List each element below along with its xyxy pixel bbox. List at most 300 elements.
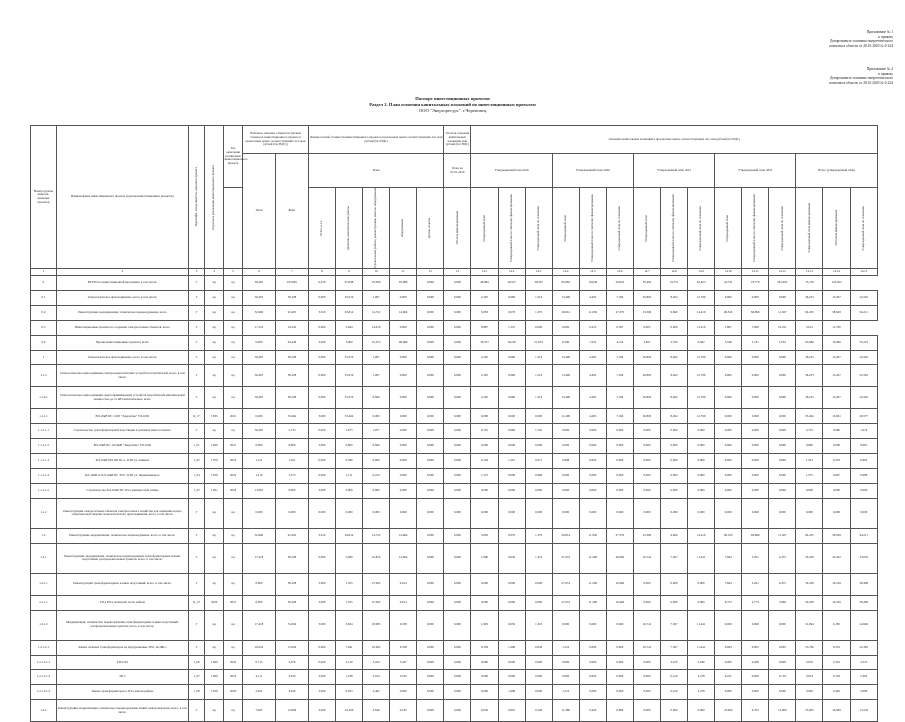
column-number: 14.3: [525, 269, 552, 276]
row-cell: 0,000: [390, 498, 417, 528]
row-cell: 0,339: [471, 640, 498, 655]
row-cell: 7,184: [606, 350, 633, 365]
row-cell: 1_05: [188, 483, 204, 498]
column-number: 8: [308, 269, 335, 276]
column-number: 14.5: [579, 269, 606, 276]
row-cell: 0,000: [742, 610, 769, 640]
row-cell: 0,000: [742, 409, 769, 424]
row-cell: 7,641: [336, 640, 363, 655]
row-cell: К_13: [188, 595, 204, 610]
row-cell: 0,000: [661, 700, 688, 722]
row-number: 1.2.1.2: [31, 610, 57, 640]
row-cell: 36,253: [796, 350, 823, 365]
row-cell: 75,720: [796, 276, 823, 291]
row-cell: 3,261: [742, 573, 769, 595]
table-row: [31, 685, 878, 700]
row-project-name: ВЛ-10кВ ПС-110/6кВ "Энергетик" ТП-1002: [56, 439, 188, 454]
table-row: [31, 454, 878, 469]
row-cell: 81,623: [688, 276, 715, 291]
row-cell: 3,016: [390, 670, 417, 685]
row-cell: 2022: [224, 655, 243, 670]
row-cell: 11,441: [688, 610, 715, 640]
row-cell: 6,185: [823, 610, 850, 640]
row-cell: 90,343: [715, 528, 742, 543]
row-cell: 0,713: [242, 655, 275, 670]
row-cell: 0,000: [525, 409, 552, 424]
row-cell: 0,000: [444, 424, 471, 439]
row-cell: 21,074: [552, 543, 579, 573]
row-cell: нд: [224, 700, 243, 722]
row-cell: 3,278: [688, 670, 715, 685]
row-cell: 0,000: [661, 498, 688, 528]
table-row: [31, 276, 878, 291]
row-project-name: Строительство трансформаторной подстанции в границах многоэтажного: [56, 424, 188, 439]
row-cell: 3,325: [850, 655, 877, 670]
row-cell: 0,000: [715, 685, 742, 700]
row-cell: 0,005: [769, 640, 796, 655]
row-cell: 0,000: [444, 409, 471, 424]
row-cell: 0,000: [661, 320, 688, 335]
row-cell: 0,000: [769, 350, 796, 365]
row-number: 0.4: [31, 335, 57, 350]
header-start-year: Год начала реализации инвестиционного проекта: [205, 126, 224, 269]
row-cell: 8,492: [661, 409, 688, 424]
row-cell: 1,516: [525, 350, 552, 365]
table-row: [31, 595, 878, 610]
header-project-name: Наименование инвестиционного проекта (группы инвестиционных проектов): [56, 126, 188, 269]
row-cell: 9,703: [742, 700, 769, 722]
row-cell: 0,000: [769, 454, 796, 469]
row-cell: 56,328: [275, 350, 308, 365]
row-cell: 14,016: [363, 320, 390, 335]
row-cell: 0,000: [769, 483, 796, 498]
row-cell: 0,000: [417, 670, 444, 685]
row-cell: 1,996: [498, 685, 525, 700]
row-cell: 5,946: [688, 655, 715, 670]
row-cell: нд: [224, 365, 243, 387]
table-row: [31, 439, 878, 454]
row-cell: 453,681: [275, 276, 308, 291]
row-cell: 0,071: [525, 454, 552, 469]
row-cell: 1,573: [275, 469, 308, 484]
row-cell: 23,903: [796, 700, 823, 722]
row-cell: 3,000: [308, 685, 335, 700]
row-cell: 9,660: [661, 305, 688, 320]
column-number: 13: [444, 269, 471, 276]
row-cell: 58,928: [823, 528, 850, 543]
row-cell: 16,460: [606, 573, 633, 595]
row-cell: 11,499: [552, 409, 579, 424]
row-cell: 0,000: [498, 498, 525, 528]
row-cell: 0,000: [769, 469, 796, 484]
row-cell: 0,000: [444, 335, 471, 350]
row-cell: 12,799: [688, 409, 715, 424]
header-group-number: Номер группы инвести- ционных проектов: [31, 126, 57, 269]
row-cell: 0,000: [579, 469, 606, 484]
row-cell: 0,000: [390, 291, 417, 306]
row-cell: 0,000: [688, 424, 715, 439]
row-number: 1.2.1.2.1.2: [31, 670, 57, 685]
row-cell: 1,261: [498, 454, 525, 469]
row-cell: 0,000: [444, 483, 471, 498]
row-cell: 17,218: [242, 543, 275, 573]
row-cell: Г: [188, 424, 204, 439]
row-cell: 8,492: [661, 387, 688, 409]
row-cell: 4,495: [579, 291, 606, 306]
row-cell: 0,000: [715, 483, 742, 498]
row-cell: 0,000: [850, 483, 877, 498]
table-row: [31, 335, 878, 350]
row-number: 1.1.1.1: [31, 409, 57, 424]
header-fact-cost: Факт: [275, 154, 308, 269]
header-sub-plan: Утвержденный план: [471, 188, 498, 269]
row-cell: 3,000: [308, 610, 335, 640]
row-cell: 3,000: [308, 700, 335, 722]
row-cell: 0,000: [444, 595, 471, 610]
row-cell: 0,000: [498, 469, 525, 484]
row-cell: 0,053: [336, 685, 363, 700]
row-cell: 0,000: [525, 483, 552, 498]
row-cell: 0,650: [498, 610, 525, 640]
row-cell: 91,405: [275, 528, 308, 543]
row-cell: 0,000: [417, 409, 444, 424]
row-number: 1.1.3: [31, 365, 57, 387]
row-cell: 14,664: [390, 528, 417, 543]
header-sub-fin: Утвержденный план финансирования: [796, 188, 823, 269]
row-cell: 13,065: [242, 483, 275, 498]
row-cell: 1,996: [471, 543, 498, 573]
row-number: 1.1.1.1.4: [31, 469, 57, 484]
row-cell: нд: [224, 276, 243, 291]
row-cell: 65,980: [390, 276, 417, 291]
row-cell: 48,869: [471, 276, 498, 291]
row-cell: 0,000: [661, 439, 688, 454]
row-cell: 1,996: [498, 640, 525, 655]
row-cell: 0,000: [715, 610, 742, 640]
row-cell: 0,000: [417, 387, 444, 409]
row-cell: 1,977: [363, 424, 390, 439]
row-cell: 1,191: [742, 335, 769, 350]
row-cell: 1,654: [769, 335, 796, 350]
row-cell: 3,261: [742, 543, 769, 573]
row-cell: 19,251: [769, 320, 796, 335]
table-row: [31, 640, 878, 655]
row-cell: 3,000: [308, 483, 335, 498]
row-cell: 7,965: [242, 700, 275, 722]
row-cell: 27,074: [552, 573, 579, 595]
row-cell: 1,188: [336, 670, 363, 685]
row-cell: Г: [188, 610, 204, 640]
row-cell: 261,492: [769, 276, 796, 291]
row-cell: 0,000: [363, 498, 390, 528]
row-cell: 0,000: [417, 685, 444, 700]
row-cell: 0,000: [688, 439, 715, 454]
row-number: 1.2: [31, 528, 57, 543]
row-cell: 56,467: [242, 276, 275, 291]
row-cell: 0,000: [688, 700, 715, 722]
row-cell: 0,000: [525, 655, 552, 670]
row-cell: Г: [188, 350, 204, 365]
row-cell: 0,000: [471, 595, 498, 610]
row-cell: 3,000: [308, 335, 335, 350]
row-cell: 14,664: [390, 305, 417, 320]
row-cell: 0,000: [606, 640, 633, 655]
row-number: 1.2.1.1: [31, 573, 57, 595]
row-cell: нд: [205, 320, 224, 335]
row-cell: 11,296: [579, 573, 606, 595]
row-cell: 0,890: [606, 700, 633, 722]
row-cell: 56,328: [275, 595, 308, 610]
row-cell: 0,000: [552, 655, 579, 670]
row-cell: Г: [188, 543, 204, 573]
row-cell: 7,184: [606, 291, 633, 306]
row-cell: 0,400: [308, 655, 335, 670]
row-cell: 13,499: [552, 365, 579, 387]
column-number: 2: [56, 269, 188, 276]
row-cell: 0,000: [308, 543, 335, 573]
row-cell: 0,000: [742, 365, 769, 387]
row-cell: 31,094: [275, 610, 308, 640]
row-cell: 0,000: [688, 469, 715, 484]
row-cell: 6,338: [390, 640, 417, 655]
row-cell: 0,000: [633, 483, 660, 498]
row-cell: 0,000: [498, 595, 525, 610]
row-cell: 0,970: [498, 305, 525, 320]
row-cell: 19,245: [275, 320, 308, 335]
row-cell: 56,328: [796, 543, 823, 573]
row-cell: 0,000: [661, 483, 688, 498]
row-cell: 29,814: [552, 305, 579, 320]
table-row: [31, 320, 878, 335]
row-cell: 0,000: [498, 655, 525, 670]
row-cell: 18,983: [363, 610, 390, 640]
row-cell: 0,000: [579, 685, 606, 700]
row-cell: 0,960: [498, 291, 525, 306]
row-cell: 0,000: [742, 424, 769, 439]
row-cell: 25,099: [363, 276, 390, 291]
row-cell: 3,164: [363, 670, 390, 685]
row-cell: 12,799: [688, 365, 715, 387]
row-cell: 16,741: [633, 640, 660, 655]
row-cell: 1,370: [525, 528, 552, 543]
row-cell: 0,000: [633, 700, 660, 722]
row-cell: Г: [188, 365, 204, 387]
column-number: 14.10: [715, 269, 742, 276]
row-cell: 0,000: [417, 610, 444, 640]
row-cell: 94,435: [796, 305, 823, 320]
row-cell: 1,316: [552, 640, 579, 655]
row-cell: 0,410: [661, 670, 688, 685]
row-cell: 0,000: [390, 320, 417, 335]
row-cell: 1 879: [205, 454, 224, 469]
row-cell: 0,000: [552, 424, 579, 439]
row-cell: 4,495: [579, 350, 606, 365]
row-cell: 0,410: [661, 685, 688, 700]
row-cell: 94,435: [796, 528, 823, 543]
row-cell: 0,405: [823, 685, 850, 700]
row-cell: 0,000: [633, 498, 660, 528]
row-project-name: Реконструкция, модернизация, техническое перевооружение, всего, в том числе:: [56, 528, 188, 543]
row-cell: 0,000: [308, 320, 335, 335]
header-sub-total: Всего, в т.ч.: [308, 188, 335, 269]
row-project-name: Реконструкция электросетевых объектов электросетевого хозяйства для снижения потерь электрической энергии технологического присоединения, всего, в том числе:: [56, 498, 188, 528]
table-row: [31, 350, 878, 365]
row-cell: 0,000: [444, 700, 471, 722]
row-cell: 0,000: [552, 320, 579, 335]
row-cell: 1_06: [188, 655, 204, 670]
row-cell: 6,753: [715, 595, 742, 610]
row-cell: 0,000: [579, 655, 606, 670]
attachment-note-2: [829, 67, 893, 85]
row-cell: 0,000: [417, 365, 444, 387]
row-cell: 2,352: [823, 655, 850, 670]
row-project-name: Реконструкция, модернизация, техническое перевооружение линий электропередачи, всего, в том числе:: [56, 700, 188, 722]
row-cell: 2,295: [471, 291, 498, 306]
row-number: 1.1.2: [31, 498, 57, 528]
row-cell: 3,000: [308, 573, 335, 595]
row-cell: 0,000: [606, 424, 633, 439]
column-number: 14.12: [769, 269, 796, 276]
row-cell: 0,960: [823, 424, 850, 439]
row-cell: 0,000: [688, 595, 715, 610]
row-cell: 0,000: [444, 305, 471, 320]
row-cell: 33,464: [336, 409, 363, 424]
row-cell: 0,000: [242, 439, 275, 454]
row-cell: 0,000: [633, 685, 660, 700]
row-cell: 0,000: [552, 670, 579, 685]
row-cell: Г: [188, 305, 204, 320]
row-cell: 2,295: [471, 387, 498, 409]
row-cell: 0,000: [444, 350, 471, 365]
row-cell: 0,000: [850, 498, 877, 528]
row-cell: 18,791: [471, 335, 498, 350]
row-cell: 2,735: [796, 424, 823, 439]
row-cell: 0,000: [633, 670, 660, 685]
row-cell: Г: [188, 320, 204, 335]
row-cell: 0,000: [579, 498, 606, 528]
header-sub-plan-dev: Утвержденный план по освоению: [525, 188, 552, 269]
row-cell: нд: [224, 291, 243, 306]
row-cell: 7,604: [715, 543, 742, 573]
row-cell: 2021: [224, 409, 243, 424]
row-cell: 13,267: [823, 387, 850, 409]
row-cell: 18,776: [742, 276, 769, 291]
attachment-line: Приложение № 1: [866, 30, 893, 34]
row-cell: 0,000: [525, 573, 552, 595]
row-cell: 0,662: [688, 335, 715, 350]
header-sub-plan-fin: Утвержденный план по сметному финансированию: [579, 188, 606, 269]
row-cell: Г: [188, 528, 204, 543]
column-number: 5: [224, 269, 243, 276]
row-cell: 1_01: [188, 439, 204, 454]
header-year-2020: Утвержденный план 2020: [552, 154, 633, 188]
row-cell: 0,000: [417, 543, 444, 573]
column-number: 14.9: [688, 269, 715, 276]
row-cell: 1,575: [471, 469, 498, 484]
row-cell: 32,960: [242, 305, 275, 320]
row-cell: 0,000: [444, 640, 471, 655]
row-cell: 0,960: [498, 424, 525, 439]
row-cell: 7,184: [606, 409, 633, 424]
row-cell: Г: [188, 291, 204, 306]
row-cell: 0,000: [390, 409, 417, 424]
column-number: 14.4: [552, 269, 579, 276]
row-cell: 3,009: [850, 685, 877, 700]
row-cell: 84,896: [742, 305, 769, 320]
column-number: 3: [188, 269, 204, 276]
row-cell: 17,218: [242, 610, 275, 640]
row-cell: 0,996: [525, 469, 552, 484]
column-number: 1: [31, 269, 57, 276]
row-cell: 0,000: [606, 655, 633, 670]
row-cell: 4,495: [579, 409, 606, 424]
row-cell: 7,184: [606, 365, 633, 387]
row-cell: 83,082: [552, 276, 579, 291]
row-cell: 56,328: [796, 595, 823, 610]
row-cell: 0,000: [606, 483, 633, 498]
row-cell: нд: [224, 350, 243, 365]
row-cell: 1,516: [525, 365, 552, 387]
row-cell: 0,000: [579, 454, 606, 469]
row-cell: 12,999: [275, 700, 308, 722]
row-cell: 31,094: [275, 640, 308, 655]
table-header: [31, 126, 878, 276]
column-number: 14.14: [823, 269, 850, 276]
row-cell: 27,370: [606, 305, 633, 320]
row-cell: 13,267: [823, 291, 850, 306]
row-cell: 33,464: [275, 409, 308, 424]
row-cell: 0,614: [390, 573, 417, 595]
row-cell: 6,005: [633, 320, 660, 335]
row-project-name: ТТП 201: [56, 655, 188, 670]
row-cell: 14,664: [390, 543, 417, 573]
row-number: 2.1.1.1: [31, 595, 57, 610]
row-cell: 3,034: [796, 670, 823, 685]
row-cell: 67,098: [336, 276, 363, 291]
row-cell: 0,000: [769, 610, 796, 640]
row-cell: 3,244: [363, 655, 390, 670]
row-cell: 0,000: [417, 595, 444, 610]
row-cell: 27,370: [606, 528, 633, 543]
row-cell: 0,000: [444, 469, 471, 484]
row-cell: 16,669: [823, 700, 850, 722]
row-cell: 2,735: [275, 424, 308, 439]
row-cell: 2021: [224, 439, 243, 454]
row-cell: 25,253: [363, 335, 390, 350]
row-cell: 8,352: [823, 640, 850, 655]
row-cell: 8,399: [552, 335, 579, 350]
row-cell: 0,000: [444, 454, 471, 469]
row-cell: 0,000: [471, 498, 498, 528]
row-cell: 0,800: [275, 439, 308, 454]
row-cell: 35,219: [850, 335, 877, 350]
row-cell: 0,800: [336, 439, 363, 454]
row-cell: 0,970: [498, 528, 525, 543]
row-number: 0.2: [31, 305, 57, 320]
row-cell: 0,000: [390, 387, 417, 409]
column-number: 7: [275, 269, 308, 276]
row-cell: 10,962: [363, 640, 390, 655]
row-cell: 0,000: [471, 439, 498, 454]
row-cell: 1 819: [205, 685, 224, 700]
row-cell: 0,000: [390, 439, 417, 454]
table-row: [31, 670, 878, 685]
header-sub-plan: Утвержденный план: [633, 188, 660, 269]
row-cell: 0,000: [715, 365, 742, 387]
row-cell: 0,000: [769, 424, 796, 439]
row-cell: 11,936: [579, 528, 606, 543]
row-number: 1.1.1.1.1: [31, 424, 57, 439]
